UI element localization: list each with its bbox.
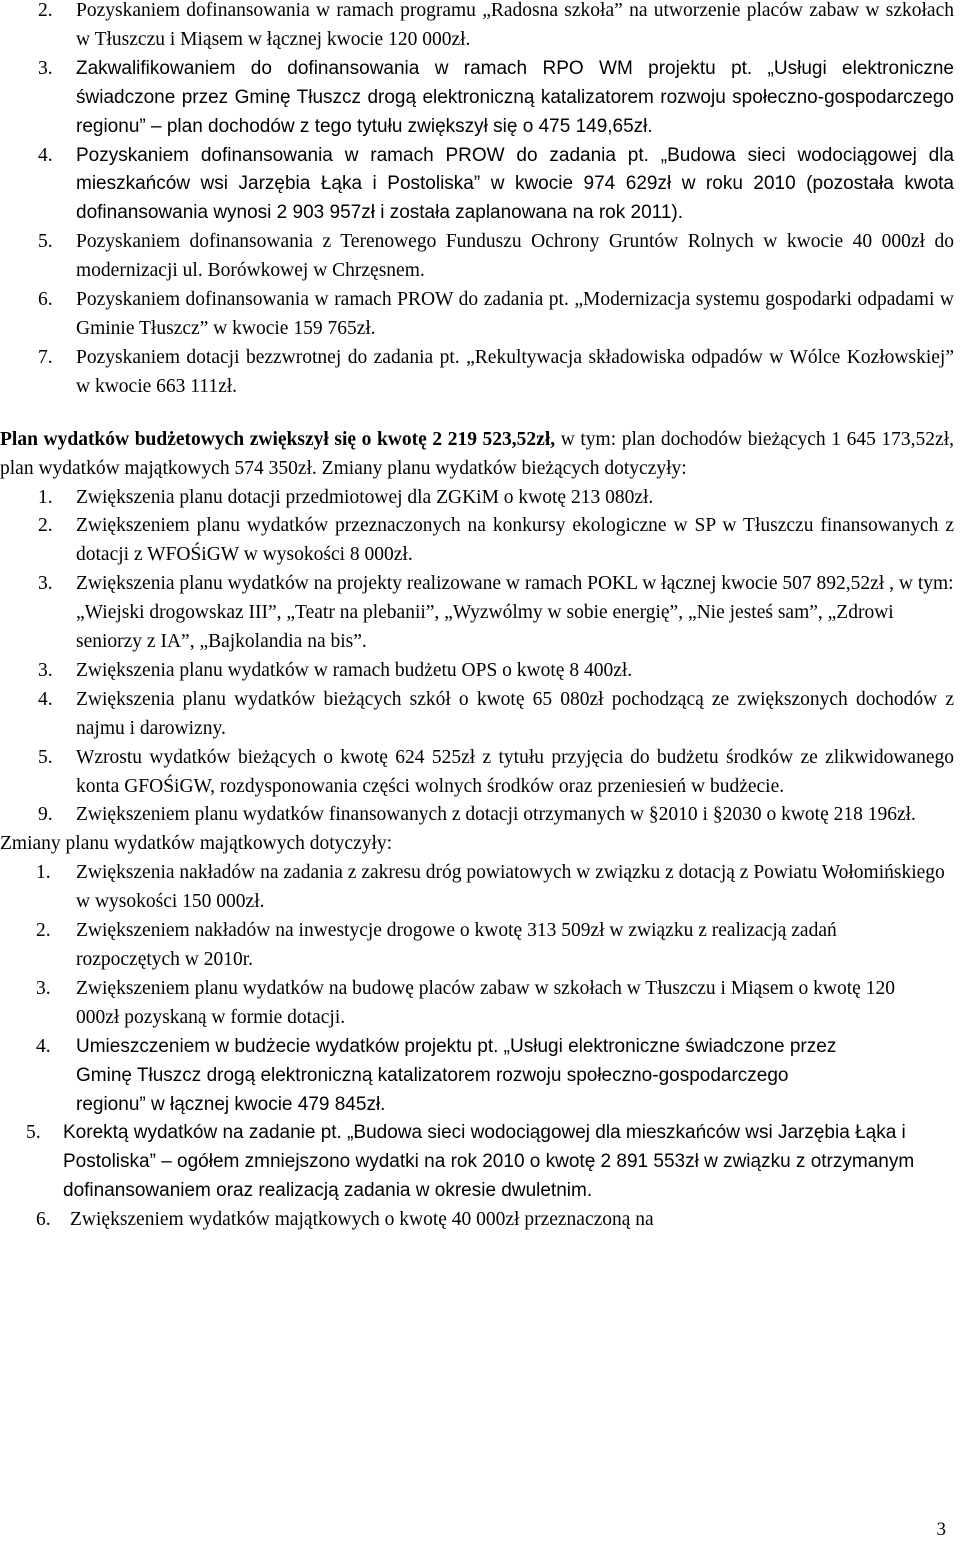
list-item: [0, 0, 960, 55]
list-item: [0, 975, 960, 1033]
list-item: [0, 344, 960, 402]
item-number: 6.: [38, 289, 53, 311]
item-text: Pozyskaniem dofinansowania w ramach PROW do zadania pt. „Modernizacja systemu gospodarki odpadami w Gminie Tłuszcz” w kwocie 159 765zł.: [76, 289, 954, 339]
capital-expenses-heading: Zmiany planu wydatków majątkowych dotyczyły:: [0, 833, 393, 855]
item-number: 7.: [38, 346, 53, 368]
item-number: 2.: [36, 920, 51, 942]
item-number: 5.: [26, 1122, 41, 1144]
item-number: 4.: [38, 144, 53, 166]
item-number: 1.: [36, 862, 51, 884]
revenue-items-list: [0, 0, 960, 402]
list-item: [0, 1033, 960, 1120]
item-text: Zwiększeniem planu wydatków na budowę placów zabaw w szkołach w Tłuszczu i Miąsem o kwotę 120 000zł pozyskaną w formie dotacji.: [76, 977, 895, 1028]
item-number: 3.: [38, 573, 53, 595]
list-item: [0, 484, 960, 513]
item-text: Zwiększenia nakładów na zadania z zakresu dróg powiatowych w związku z dotacją z Powiatu Wołomińskiego w wysokości 150 000zł.: [76, 862, 945, 913]
item-number: 2.: [38, 515, 53, 537]
item-text: Korektą wydatków na zadanie pt. „Budowa sieci wodociągowej dla mieszkańców wsi Jarzębia Łąka i Postoliska” – ogółem zmniejszono wydatki na rok 2010 o kwotę 2 891 553zł w związku z otrzymanym dofinansowaniem oraz realizacją zadania w okresie dwuletnim.: [63, 1122, 915, 1202]
list-item: [0, 859, 960, 917]
list-item: [0, 286, 960, 344]
item-text: Zwiększeniem planu wydatków przeznaczonych na konkursy ekologiczne w SP w Tłuszczu finansowanych z dotacji z WFOŚiGW w wysokości 8 000zł.: [76, 515, 954, 566]
item-text: Zwiększenia planu wydatków w ramach budżetu OPS o kwotę 8 400zł.: [76, 659, 633, 681]
item-text: Umieszczeniem w budżecie wydatków projektu pt. „Usługi elektroniczne świadczone przez Gminę Tłuszcz drogą elektroniczną katalizatorem rozwoju społeczno-gospodarczego regionu” w łącznej kwocie 479 845zł.: [76, 1035, 837, 1115]
item-text: Zwiększeniem wydatków majątkowych o kwotę 40 000zł przeznaczoną na: [70, 1209, 654, 1231]
list-item: [0, 512, 960, 570]
item-number: 9.: [38, 804, 53, 826]
list-item: [0, 228, 960, 286]
item-text: Zwiększenia planu dotacji przedmiotowej dla ZGKiM o kwotę 213 080zł.: [76, 486, 654, 508]
item-text: Zwiększenia planu wydatków na projekty realizowane w ramach POKL w łącznej kwocie 507 892,52zł , w tym: „Wiejski drogowskaz III”, „Teatr na plebanii”, „Wyzwólmy w sobie energię”, „Nie jesteś sam”, „Zdrowi seniorzy z IA”, „Bajkolandia na bis”.: [76, 573, 954, 653]
item-number: 4.: [36, 1035, 51, 1057]
expense-plan-bold: Plan wydatków budżetowych zwiększył się o kwotę 2 219 523,52zł,: [0, 428, 556, 450]
item-text: Pozyskaniem dofinansowania w ramach PROW do zadania pt. „Budowa sieci wodociągowej dla mieszkańców wsi Jarzębia Łąka i Postoliska” w kwocie 974 629zł w roku 2010 (pozostała kwota dofinansowania wynosi 2 903 957zł i została zaplanowana na rok 2011).: [76, 144, 954, 224]
list-item: [0, 744, 960, 802]
item-number: 3.: [36, 977, 51, 999]
item-number: 3.: [38, 57, 53, 79]
item-number: 5.: [38, 231, 53, 253]
list-item: [0, 570, 960, 657]
item-number: 1.: [38, 486, 53, 508]
current-expenses-list: [0, 484, 960, 831]
paragraph-gap: [0, 402, 960, 416]
item-text: Zwiększeniem planu wydatków finansowanych z dotacji otrzymanych w §2010 i §2030 o kwotę 218 196zł.: [76, 804, 916, 826]
list-item: [0, 801, 960, 830]
item-text: Wzrostu wydatków bieżących o kwotę 624 525zł z tytułu przyjęcia do budżetu środków ze zlikwidowanego konta GFOŚiGW, rozdysponowania części wolnych środków oraz przeniesień w budżecie.: [76, 746, 954, 797]
list-item: [0, 686, 960, 744]
item-text: Zwiększeniem nakładów na inwestycje drogowe o kwotę 313 509zł w związku z realizacją zadań rozpoczętych w 2010r.: [76, 920, 837, 970]
item-number: 3.: [38, 659, 53, 681]
item-text: Pozyskaniem dofinansowania z Terenowego Funduszu Ochrony Gruntów Rolnych w kwocie 40 000zł do modernizacji ul. Borówkowej w Chrzęsnem.: [76, 231, 954, 282]
list-item: [0, 917, 960, 975]
list-item: [0, 657, 960, 686]
list-item: [0, 1206, 960, 1235]
item-number: 4.: [38, 688, 53, 710]
item-number: 6.: [36, 1209, 51, 1231]
item-text: Zakwalifikowaniem do dofinansowania w ramach RPO WM projektu pt. „Usługi elektroniczne świadczone przez Gminę Tłuszcz drogą elektroniczną katalizatorem rozwoju społeczno-gospodarczego regionu” – plan dochodów z tego tytułu zwiększył się o 475 149,65zł.: [76, 57, 954, 137]
item-text: Zwiększenia planu wydatków bieżących szkół o kwotę 65 080zł pochodzącą ze zwiększonych dochodów z najmu i darowizny.: [76, 688, 954, 739]
item-text: Pozyskaniem dofinansowania w ramach programu „Radosna szkoła” na utworzenie placów zabaw w szkołach w Tłuszczu i Miąsem w łącznej kwocie 120 000zł.: [76, 0, 954, 50]
list-item: [0, 55, 960, 142]
item-number: 2.: [38, 0, 53, 21]
list-item: [0, 142, 960, 229]
list-item: [0, 1119, 960, 1206]
expense-plan-text: w tym: plan dochodów bieżących 1 645 173,52zł, plan wydatków majątkowych 574 350zł. Zmiany planu wydatków bieżących dotyczyły:: [0, 428, 954, 479]
page-number: 3: [936, 1519, 946, 1540]
expense-plan-paragraph: [0, 426, 960, 484]
capital-expenses-list: [0, 859, 960, 1235]
item-text: Pozyskaniem dotacji bezzwrotnej do zadania pt. „Rekultywacja składowiska odpadów w Wólce Kozłowskiej” w kwocie 663 111zł.: [76, 346, 954, 397]
item-number: 5.: [38, 746, 53, 768]
